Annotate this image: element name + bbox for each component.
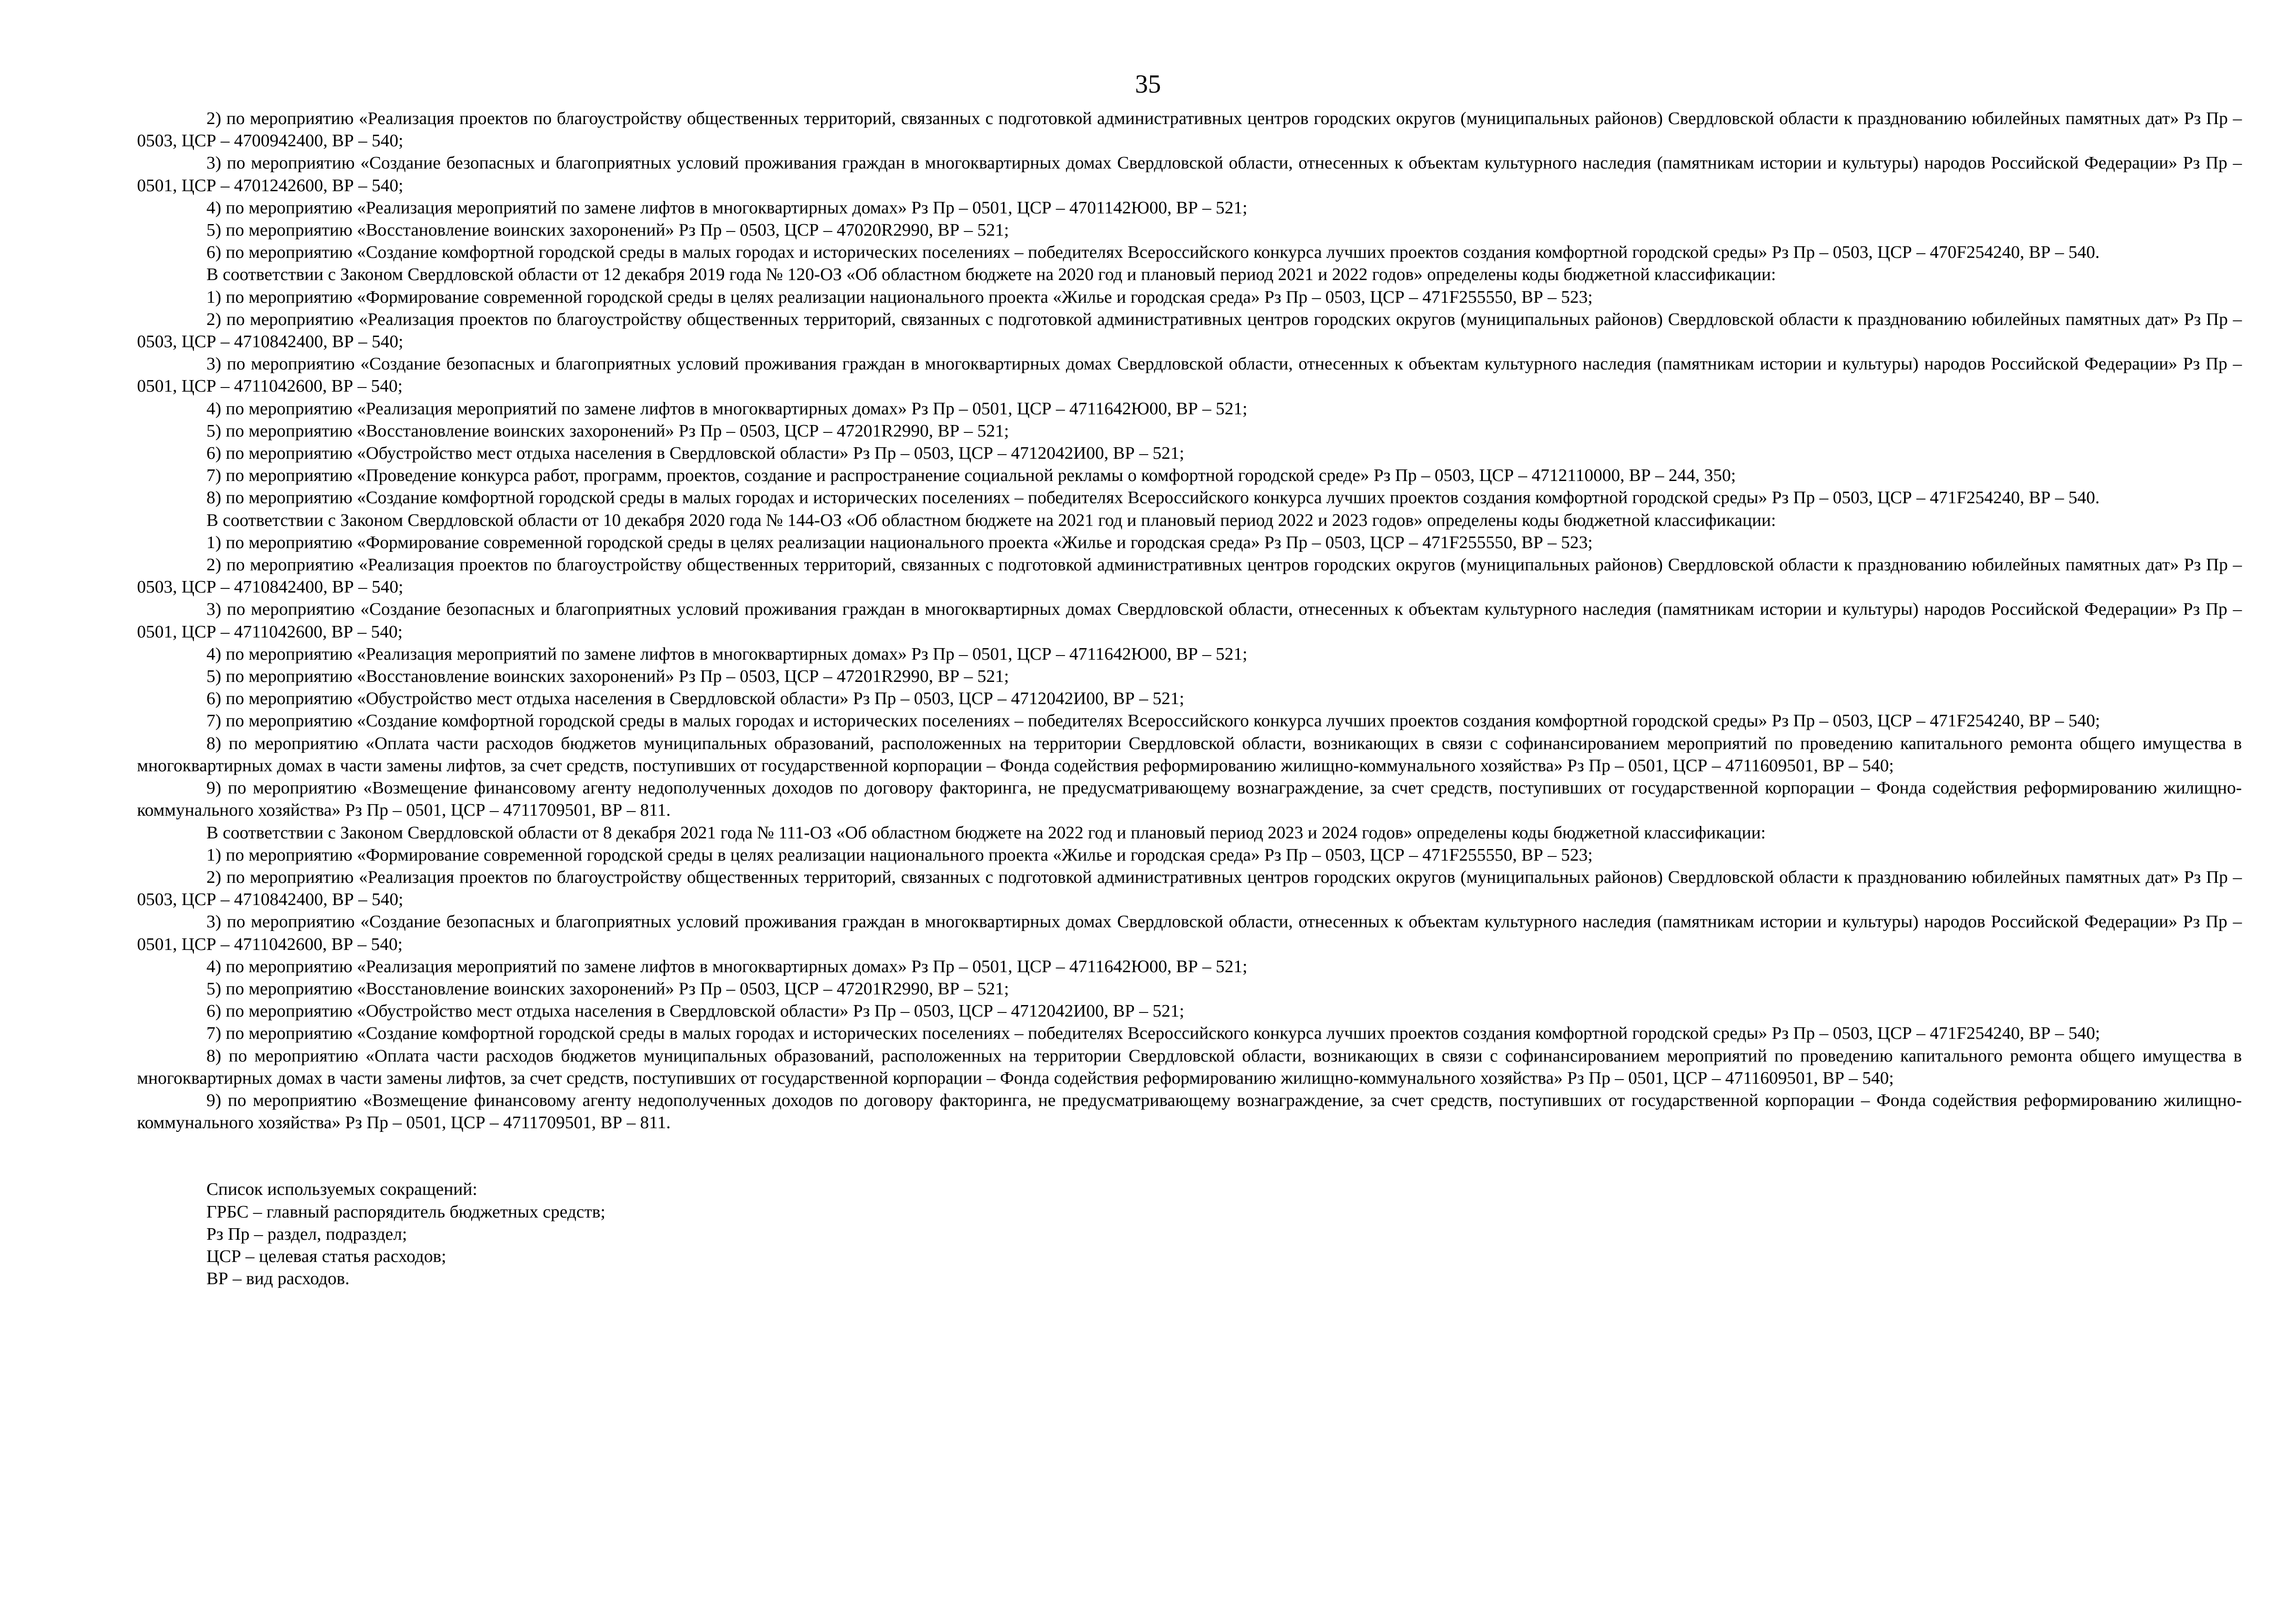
paragraph: 2) по мероприятию «Реализация проектов по благоустройству общественных территорий, связанных с подготовкой административных центров городских округов (муниципальных районов) Свердловской области к празднованию юбилейных памятных дат» Рз Пр – 0503, ЦСР – 4710842400, ВР – 540; bbox=[137, 867, 2242, 910]
paragraph: 5) по мероприятию «Восстановление воинских захоронений» Рз Пр – 0503, ЦСР – 47201R2990, ВР – 521; bbox=[206, 979, 1009, 999]
paragraph: 3) по мероприятию «Создание безопасных и благоприятных условий проживания граждан в многоквартирных домах Свердловской области, отнесенных к объектам культурного наследия (памятникам истории и культуры) народов Российской Федерации» Рз Пр – 0501, ЦСР – 4711042600, ВР – 540; bbox=[137, 912, 2242, 954]
paragraph: 2) по мероприятию «Реализация проектов по благоустройству общественных территорий, связанных с подготовкой административных центров городских округов (муниципальных районов) Свердловской области к празднованию юбилейных памятных дат» Рз Пр – 0503, ЦСР – 4710842400, ВР – 540; bbox=[137, 555, 2242, 597]
law-reference-paragraph: В соответствии с Законом Свердловской области от 8 декабря 2021 года № 111-ОЗ «Об областном бюджете на 2022 год и плановый период 2023 и 2024 годов» определены коды бюджетной классификации: bbox=[206, 823, 1766, 843]
abbreviation-item: ЦСР – целевая статья расходов; bbox=[206, 1246, 447, 1266]
paragraph: 4) по мероприятию «Реализация мероприятий по замене лифтов в многоквартирных домах» Рз Пр – 0501, ЦСР – 4711642Ю00, ВР – 521; bbox=[206, 644, 1248, 664]
paragraph: 7) по мероприятию «Создание комфортной городской среды в малых городах и исторических поселениях – победителях Всероссийского конкурса лучших проектов создания комфортной городской среды» Рз Пр – 0503, ЦСР – 471F254240, ВР – 540; bbox=[206, 711, 2100, 731]
paragraph: 1) по мероприятию «Формирование современной городской среды в целях реализации национального проекта «Жилье и городская среда» Рз Пр – 0503, ЦСР – 471F255550, ВР – 523; bbox=[206, 845, 1593, 865]
page-number: 35 bbox=[1135, 70, 1161, 99]
paragraph: 8) по мероприятию «Оплата части расходов бюджетов муниципальных образований, расположенных на территории Свердловской области, возникающих в связи с софинансированием мероприятий по проведению капитального ремонта общего имущества в многоквартирных домах в части замены лифтов, за счет средств, поступивших от государственной корпорации – Фонда содействия реформированию жилищно-коммунального хозяйства» Рз Пр – 0501, ЦСР – 4711609501, ВР – 540; bbox=[137, 1046, 2242, 1088]
paragraph: 1) по мероприятию «Формирование современной городской среды в целях реализации национального проекта «Жилье и городская среда» Рз Пр – 0503, ЦСР – 471F255550, ВР – 523; bbox=[206, 287, 1593, 307]
law-reference-paragraph: В соответствии с Законом Свердловской области от 12 декабря 2019 года № 120-ОЗ «Об областном бюджете на 2020 год и плановый период 2021 и 2022 годов» определены коды бюджетной классификации: bbox=[206, 265, 1776, 285]
paragraph: 2) по мероприятию «Реализация проектов по благоустройству общественных территорий, связанных с подготовкой административных центров городских округов (муниципальных районов) Свердловской области к празднованию юбилейных памятных дат» Рз Пр – 0503, ЦСР – 4700942400, ВР – 540; bbox=[137, 109, 2242, 151]
paragraph: 9) по мероприятию «Возмещение финансовому агенту недополученных доходов по договору факторинга, не предусматривающему вознаграждение, за счет средств, поступивших от государственной корпорации – Фонда содействия реформированию жилищно-коммунального хозяйства» Рз Пр – 0501, ЦСР – 4711709501, ВР – 811. bbox=[137, 778, 2242, 820]
abbreviation-item: Рз Пр – раздел, подраздел; bbox=[206, 1224, 407, 1244]
paragraph: 6) по мероприятию «Обустройство мест отдыха населения в Свердловской области» Рз Пр – 0503, ЦСР – 4712042И00, ВР – 521; bbox=[206, 443, 1184, 463]
paragraph: 8) по мероприятию «Оплата части расходов бюджетов муниципальных образований, расположенных на территории Свердловской области, возникающих в связи с софинансированием мероприятий по проведению капитального ремонта общего имущества в многоквартирных домах в части замены лифтов, за счет средств, поступивших от государственной корпорации – Фонда содействия реформированию жилищно-коммунального хозяйства» Рз Пр – 0501, ЦСР – 4711609501, ВР – 540; bbox=[137, 733, 2242, 775]
paragraph: 5) по мероприятию «Восстановление воинских захоронений» Рз Пр – 0503, ЦСР – 47201R2990, ВР – 521; bbox=[206, 421, 1009, 441]
abbreviations-title: Список используемых сокращений: bbox=[206, 1180, 478, 1199]
paragraph: 6) по мероприятию «Обустройство мест отдыха населения в Свердловской области» Рз Пр – 0503, ЦСР – 4712042И00, ВР – 521; bbox=[206, 1001, 1184, 1021]
abbreviation-item: ГРБС – главный распорядитель бюджетных средств; bbox=[206, 1202, 606, 1222]
law-reference-paragraph: В соответствии с Законом Свердловской области от 10 декабря 2020 года № 144-ОЗ «Об областном бюджете на 2021 год и плановый период 2022 и 2023 годов» определены коды бюджетной классификации: bbox=[206, 510, 1776, 530]
paragraph: 2) по мероприятию «Реализация проектов по благоустройству общественных территорий, связанных с подготовкой административных центров городских округов (муниципальных районов) Свердловской области к празднованию юбилейных памятных дат» Рз Пр – 0503, ЦСР – 4710842400, ВР – 540; bbox=[137, 309, 2242, 352]
paragraph: 6) по мероприятию «Обустройство мест отдыха населения в Свердловской области» Рз Пр – 0503, ЦСР – 4712042И00, ВР – 521; bbox=[206, 689, 1184, 709]
paragraph: 4) по мероприятию «Реализация мероприятий по замене лифтов в многоквартирных домах» Рз Пр – 0501, ЦСР – 4711642Ю00, ВР – 521; bbox=[206, 399, 1248, 418]
paragraph: 9) по мероприятию «Возмещение финансовому агенту недополученных доходов по договору факторинга, не предусматривающему вознаграждение, за счет средств, поступивших от государственной корпорации – Фонда содействия реформированию жилищно-коммунального хозяйства» Рз Пр – 0501, ЦСР – 4711709501, ВР – 811. bbox=[137, 1090, 2242, 1133]
document-body bbox=[137, 107, 2242, 1290]
paragraph: 1) по мероприятию «Формирование современной городской среды в целях реализации национального проекта «Жилье и городская среда» Рз Пр – 0503, ЦСР – 471F255550, ВР – 523; bbox=[206, 532, 1593, 552]
paragraph: 3) по мероприятию «Создание безопасных и благоприятных условий проживания граждан в многоквартирных домах Свердловской области, отнесенных к объектам культурного наследия (памятникам истории и культуры) народов Российской Федерации» Рз Пр – 0501, ЦСР – 4711042600, ВР – 540; bbox=[137, 600, 2242, 642]
paragraph: 3) по мероприятию «Создание безопасных и благоприятных условий проживания граждан в многоквартирных домах Свердловской области, отнесенных к объектам культурного наследия (памятникам истории и культуры) народов Российской Федерации» Рз Пр – 0501, ЦСР – 4701242600, ВР – 540; bbox=[137, 153, 2242, 195]
paragraph: 4) по мероприятию «Реализация мероприятий по замене лифтов в многоквартирных домах» Рз Пр – 0501, ЦСР – 4711642Ю00, ВР – 521; bbox=[206, 956, 1248, 976]
paragraph: 3) по мероприятию «Создание безопасных и благоприятных условий проживания граждан в многоквартирных домах Свердловской области, отнесенных к объектам культурного наследия (памятникам истории и культуры) народов Российской Федерации» Рз Пр – 0501, ЦСР – 4711042600, ВР – 540; bbox=[137, 354, 2242, 396]
paragraph: 7) по мероприятию «Создание комфортной городской среды в малых городах и исторических поселениях – победителях Всероссийского конкурса лучших проектов создания комфортной городской среды» Рз Пр – 0503, ЦСР – 471F254240, ВР – 540; bbox=[206, 1024, 2100, 1043]
abbreviation-item: ВР – вид расходов. bbox=[206, 1269, 350, 1289]
paragraph: 6) по мероприятию «Создание комфортной городской среды в малых городах и исторических поселениях – победителях Всероссийского конкурса лучших проектов создания комфортной городской среды» Рз Пр – 0503, ЦСР – 470F254240, ВР – 540. bbox=[206, 243, 2100, 262]
paragraph: 7) по мероприятию «Проведение конкурса работ, программ, проектов, создание и распространение социальной рекламы о комфортной городской среде» Рз Пр – 0503, ЦСР – 4712110000, ВР – 244, 350; bbox=[206, 466, 1736, 486]
paragraph: 8) по мероприятию «Создание комфортной городской среды в малых городах и исторических поселениях – победителях Всероссийского конкурса лучших проектов создания комфортной городской среды» Рз Пр – 0503, ЦСР – 471F254240, ВР – 540. bbox=[206, 488, 2100, 508]
paragraph: 4) по мероприятию «Реализация мероприятий по замене лифтов в многоквартирных домах» Рз Пр – 0501, ЦСР – 4701142Ю00, ВР – 521; bbox=[206, 198, 1248, 218]
paragraph: 5) по мероприятию «Восстановление воинских захоронений» Рз Пр – 0503, ЦСР – 47020R2990, ВР – 521; bbox=[206, 220, 1009, 240]
paragraph: 5) по мероприятию «Восстановление воинских захоронений» Рз Пр – 0503, ЦСР – 47201R2990, ВР – 521; bbox=[206, 667, 1009, 687]
abbreviations-list bbox=[137, 1178, 2242, 1290]
